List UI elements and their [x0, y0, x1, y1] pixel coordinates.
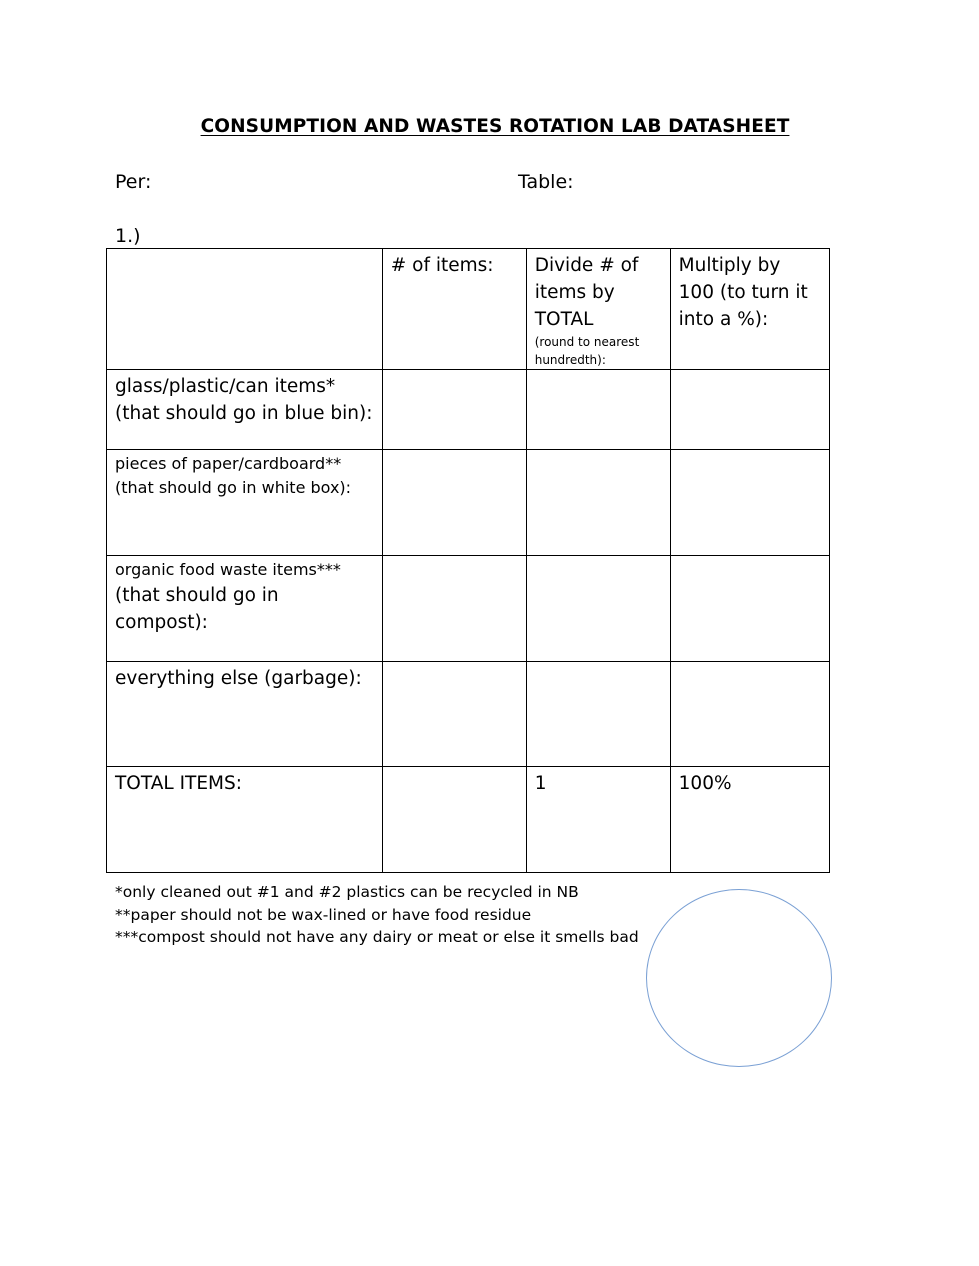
total-label-cell [107, 767, 383, 873]
row-label-line1: organic food waste items*** [115, 560, 341, 579]
table-row [107, 370, 830, 450]
table-header-row [107, 249, 830, 370]
total-multiply-value: 100% [678, 773, 732, 794]
multiply-cell[interactable] [670, 370, 829, 450]
count-cell[interactable] [382, 450, 526, 556]
footnote-compost: ***compost should not have any dairy or meat or else it smells bad [115, 928, 639, 946]
row-label-line2: (that should go in compost): [115, 585, 279, 633]
question-number: 1.) [115, 225, 141, 247]
period-label: Per: [115, 171, 152, 193]
row-label-line1: pieces of paper/cardboard** [115, 454, 342, 473]
count-cell[interactable] [382, 556, 526, 662]
divide-cell[interactable] [526, 450, 670, 556]
header-count-label: # of items: [390, 255, 494, 276]
table-number-label: Table: [518, 171, 574, 193]
empty-circle-shape [646, 889, 832, 1067]
footnote-plastics: *only cleaned out #1 and #2 plastics can be recycled in NB [115, 883, 579, 901]
divide-cell[interactable] [526, 556, 670, 662]
header-divide-cell [526, 249, 670, 370]
count-cell[interactable] [382, 370, 526, 450]
page-title: CONSUMPTION AND WASTES ROTATION LAB DATASHEET [200, 116, 790, 137]
total-divide-value: 1 [534, 773, 547, 794]
row-label-line1: everything else (garbage): [115, 668, 362, 689]
header-count-cell [382, 249, 526, 370]
total-label: TOTAL ITEMS: [115, 773, 242, 794]
header-multiply-label: Multiply by 100 (to turn it into a %): [678, 255, 808, 330]
table-row [107, 556, 830, 662]
row-label-cell [107, 556, 383, 662]
count-cell[interactable] [382, 662, 526, 767]
total-divide-cell [526, 767, 670, 873]
table-row [107, 450, 830, 556]
row-label-line1: glass/plastic/can items* [115, 376, 336, 397]
datasheet-table [106, 248, 830, 873]
total-count-cell[interactable] [382, 767, 526, 873]
header-multiply-cell [670, 249, 829, 370]
multiply-cell[interactable] [670, 450, 829, 556]
header-divide-label: Divide # of items by TOTAL [534, 255, 639, 330]
divide-cell[interactable] [526, 370, 670, 450]
row-label-cell [107, 370, 383, 450]
multiply-cell[interactable] [670, 662, 829, 767]
header-blank-cell [107, 249, 383, 370]
row-label-cell [107, 662, 383, 767]
divide-cell[interactable] [526, 662, 670, 767]
multiply-cell[interactable] [670, 556, 829, 662]
table-row [107, 662, 830, 767]
footnote-paper: **paper should not be wax-lined or have food residue [115, 905, 532, 924]
footnotes [115, 881, 639, 949]
header-divide-note: (round to nearest hundredth): [534, 335, 640, 367]
row-label-cell [107, 450, 383, 556]
total-multiply-cell [670, 767, 829, 873]
row-label-line2: (that should go in blue bin): [115, 403, 373, 424]
row-label-line2: (that should go in white box): [115, 478, 352, 497]
total-row [107, 767, 830, 873]
